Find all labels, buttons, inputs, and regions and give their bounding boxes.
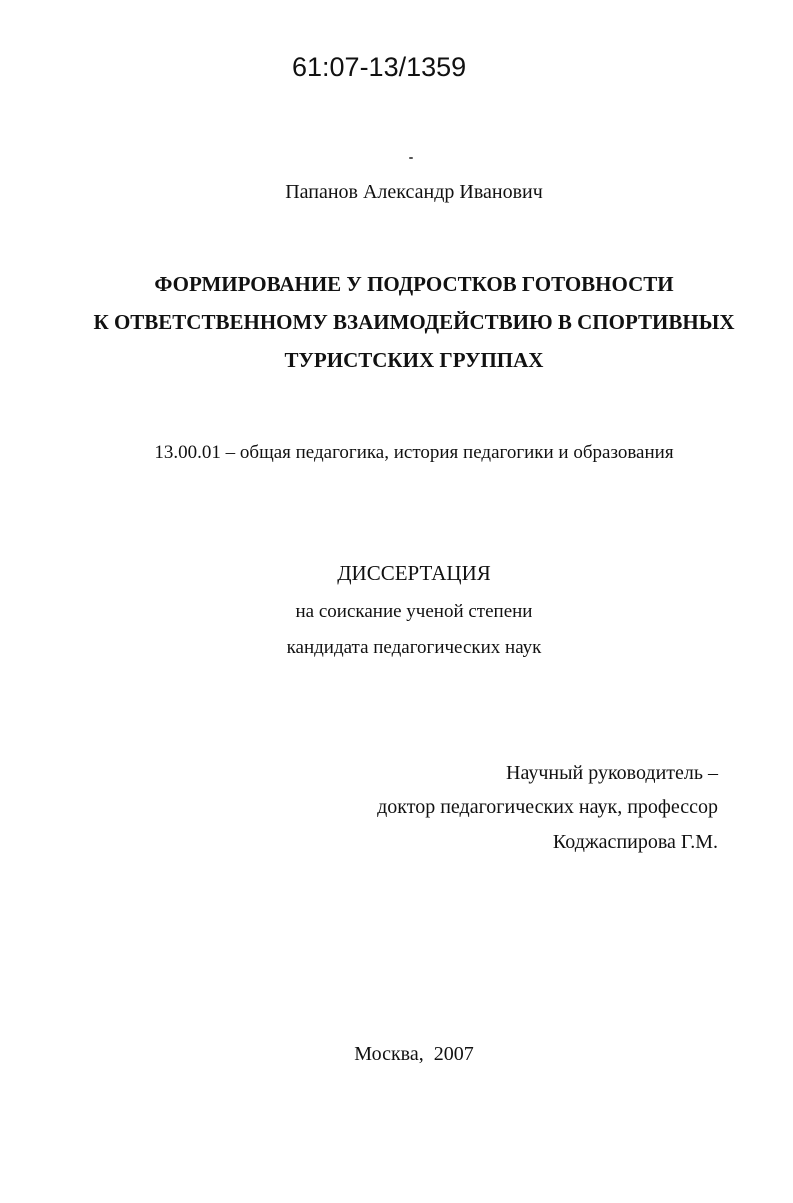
document-type: ДИССЕРТАЦИЯ xyxy=(337,561,491,585)
supervisor-credentials: доктор педагогических наук, профессор xyxy=(377,796,718,818)
title-line: К ОТВЕТСТВЕННОМУ ВЗАИМОДЕЙСТВИЮ В СПОРТИВНЫХ xyxy=(93,310,735,334)
archive-code: 61:07-13/1359 xyxy=(292,52,467,82)
degree-line: кандидата педагогических наук xyxy=(286,637,542,658)
specialty-code: 13.00.01 – общая педагогика, история педагогики и образования xyxy=(154,442,674,463)
supervisor-name: Коджаспирова Г.М. xyxy=(552,831,718,853)
supervisor-role: Научный руководитель – xyxy=(506,762,718,784)
author-name: Папанов Александр Иванович xyxy=(285,181,543,203)
place-and-year: Москва, 2007 xyxy=(354,1043,474,1065)
degree-line: на соискание ученой степени xyxy=(295,601,533,622)
title-line: ФОРМИРОВАНИЕ У ПОДРОСТКОВ ГОТОВНОСТИ xyxy=(154,272,674,296)
scan-speck xyxy=(409,157,413,159)
dissertation-title xyxy=(0,265,793,379)
title-line: ТУРИСТСКИХ ГРУППАХ xyxy=(284,348,544,372)
